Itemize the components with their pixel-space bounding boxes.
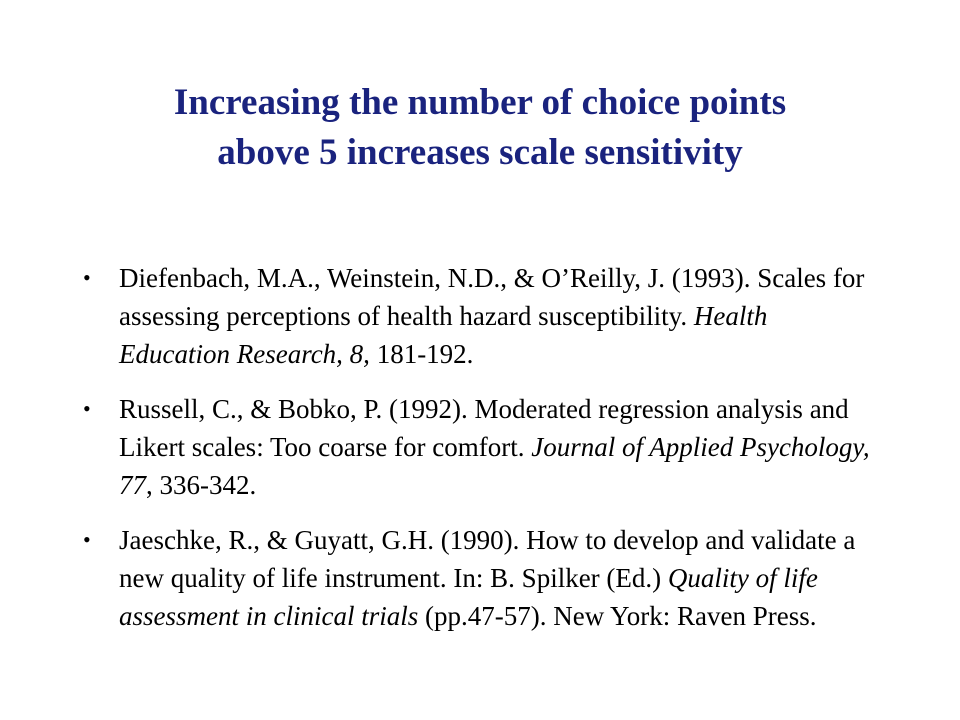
reference-item-diefenbach [76,259,876,373]
bullet-icon: • [83,396,91,421]
reference-list [76,259,876,652]
slide-title-line-2: above 5 increases scale sensitivity [217,132,743,173]
reference-pages: 181-192. [369,339,474,369]
reference-item-jaeschke [76,521,876,635]
reference-item-russell [76,390,876,504]
reference-pages: (pp.47-57). New York: Raven Press. [418,601,817,631]
reference-source: Health Education Research, 8, [119,301,768,369]
reference-source: Quality of life assessment in clinical trials [119,563,818,631]
slide-title [60,78,900,178]
reference-text: Diefenbach, M.A., Weinstein, N.D., & O’Reilly, J. (1993). Scales for assessing perceptions of health hazard susceptibility. [119,263,865,331]
bullet-icon: • [83,265,91,290]
slide-title-line-1: Increasing the number of choice points [173,82,787,123]
reference-source: Journal of Applied Psychology, 77 [119,432,870,500]
reference-text: Russell, C., & Bobko, P. (1992). Moderated regression analysis and Likert scales: Too coarse for comfort. [119,394,849,462]
reference-text: Jaeschke, R., & Guyatt, G.H. (1990). How to develop and validate a new quality of life instrument. In: B. Spilker (Ed.) [119,525,856,593]
reference-pages: , 336-342. [146,470,257,500]
bullet-icon: • [83,527,91,552]
